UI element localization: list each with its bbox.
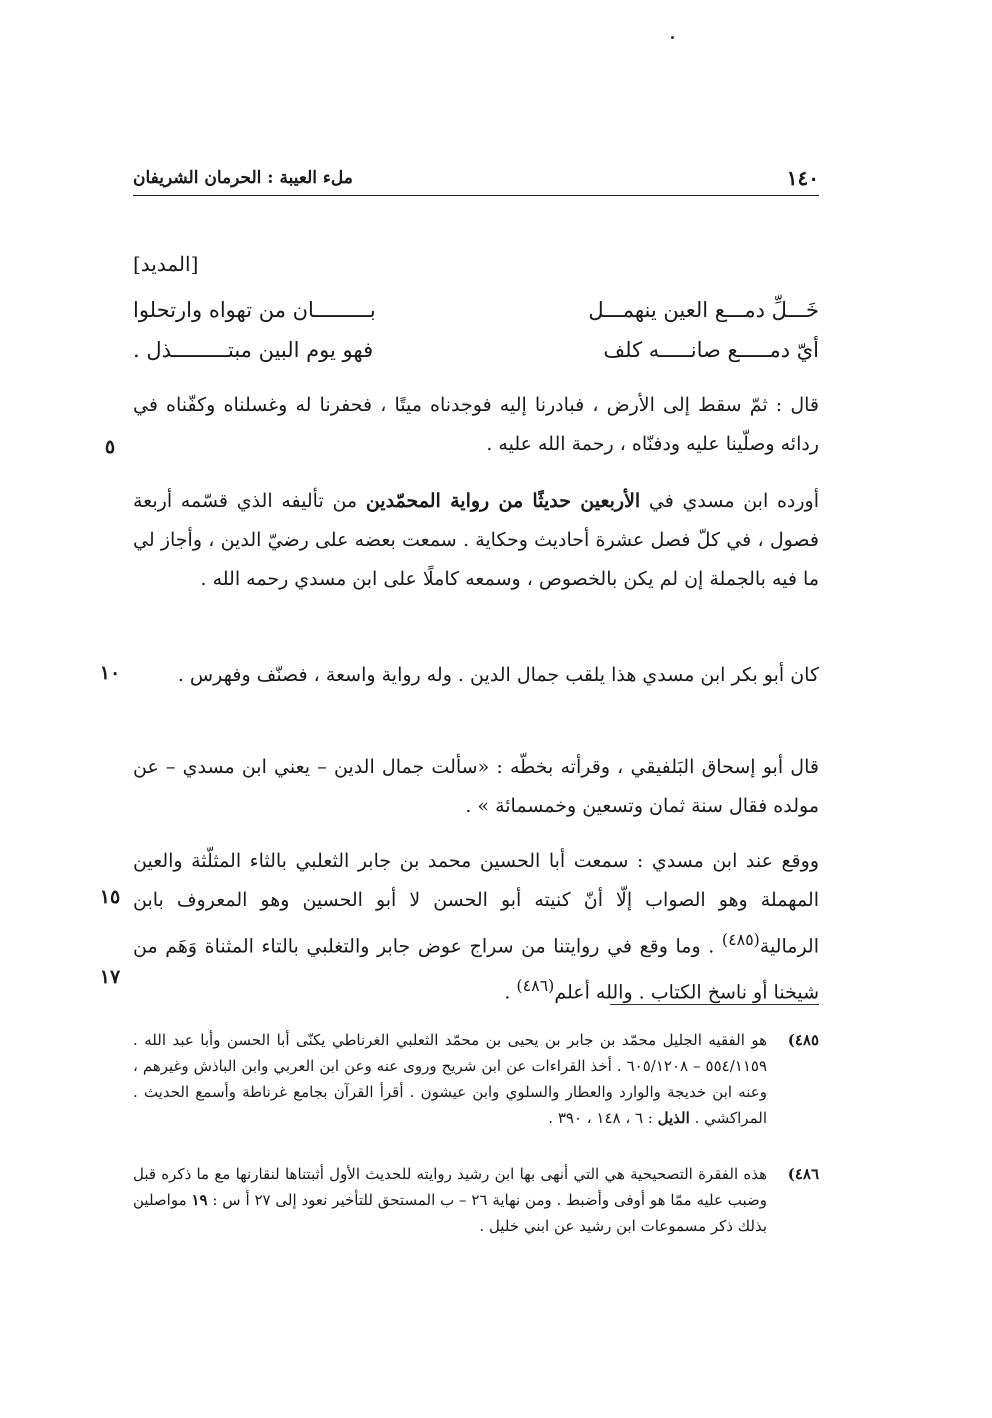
body-paragraph: قال أبو إسحاق البَلفيقي ، وقرأته بخطّه : «سألت جمال الدين – يعني ابن مسدي – عن مولده فقال سنة ثمان وتسعين وخمسمائة » . xyxy=(133,756,819,817)
header-rule xyxy=(133,195,819,196)
poem-verse xyxy=(133,338,819,372)
line-number: ٥ xyxy=(104,436,116,458)
footnote-text: هذه الفقرة التصحيحية هي التي أنهى بها ابن رشيد روايته للحديث الأول أثبتناها لنقارنها مع ما ذكره قبل وضبب عليه ممّا هو أوفى وأضبط . ومن نهاية ٢٦ – ب المستحق للتأخير نعود إلى ٢٧ أ س : ١٩ مواصلين بذلك ذكر مسموعات ابن رشيد عن ابني خليل . xyxy=(133,1165,767,1235)
book-title: الأربعين حديثًا من رواية المحمّدين xyxy=(365,490,641,512)
body-paragraph: قال : ثمّ سقط إلى الأرض ، فبادرنا إليه فوجدناه ميتًا ، فحفرنا له وغسلناه وكفّناه في ردائه وصلّينا عليه ودفنّاه ، رحمة الله عليه . xyxy=(133,394,819,455)
footnote-number: ٤٨٥) xyxy=(787,1031,819,1049)
footnote-rule xyxy=(610,1004,819,1005)
body-paragraph: ووقع عند ابن مسدي : سمعت أبا الحسين محمد بن جابر الثعلبي بالثاء المثلّثة والعين المهملة وهو الصواب إلّا أنّ كنيته أبو الحسن لا أبو الحسين وهو المعروف بابن الرمالية$^{(٤٨٥)}$ . وما وقع في روايتنا من سراج عوض جابر والتغلبي بالتاء المثناة وَهَم من شيخنا أو ناسخ الكتاب . والله أعلم$^{(٤٨٦)}$ . xyxy=(133,850,819,1004)
footnote-reference[interactable]: (٤٨٥) xyxy=(721,930,760,949)
page-number: ١٤٠ xyxy=(786,166,819,190)
footnote-number: ٤٨٦) xyxy=(787,1165,819,1183)
line-number: ١٠ xyxy=(99,662,121,684)
line-number: ١٧ xyxy=(99,966,121,988)
page-header xyxy=(133,166,819,196)
body-paragraph: أورده ابن مسدي في الأربعين حديثًا من رواية المحمّدين من تأليفه الذي قسّمه أربعة فصول ، في كلّ فصل عشرة أحاديث وحكاية . سمعت بعضه على رضيّ الدين ، وأجاز لي ما فيه بالجملة إن لم يكن بالخصوص ، وسمعه كاملًا على ابن مسدي رحمه الله . xyxy=(133,490,819,590)
footnote xyxy=(133,1027,819,1131)
poem-meter-label: [المديد] xyxy=(133,252,199,276)
verse-second-hemistich: فهو يوم البين مبتـــــــــذل . xyxy=(133,338,374,362)
scan-speck xyxy=(671,36,674,39)
footnote-text: هو الفقيه الجليل محمّد بن جابر بن يحيى بن محمّد الثعلبي الغرناطي يكنّى أبا الحسن وأبا عبد الله . ٥٥٤/١١٥٩ – ٦٠٥/١٢٠٨ . أخذ القراءات عن ابن شريح وروى عنه وعن ابن العربي وابن الباذش وغيرهم ، وعنه ابن خديجة والوارد والعطار والسلوي وابن عيشون . أقرأ القرآن بجامع غرناطة وأسمع الحديث . المراكشي . الذيل : ٦ ، ١٤٨ ، ٣٩٠ . xyxy=(133,1031,767,1127)
line-number: ١٥ xyxy=(99,886,121,908)
verse-second-hemistich: بـــــــــان من تهواه وارتحلوا xyxy=(133,298,376,322)
verse-first-hemistich: خَـــلِّ دمـــع العين ينهمـــل xyxy=(588,298,819,322)
body-paragraph: كان أبو بكر ابن مسدي هذا يلقب جمال الدين . وله رواية واسعة ، فصنّف وفهرس . xyxy=(177,664,819,686)
footnote-reference[interactable]: (٤٨٦) xyxy=(516,976,555,996)
footnote xyxy=(133,1161,819,1239)
running-title: ملء العيبة : الحرمان الشريفان xyxy=(133,168,353,188)
verse-first-hemistich: أيّ دمـــــع صانـــــه كلف xyxy=(603,338,819,362)
poem-verse xyxy=(133,298,819,332)
